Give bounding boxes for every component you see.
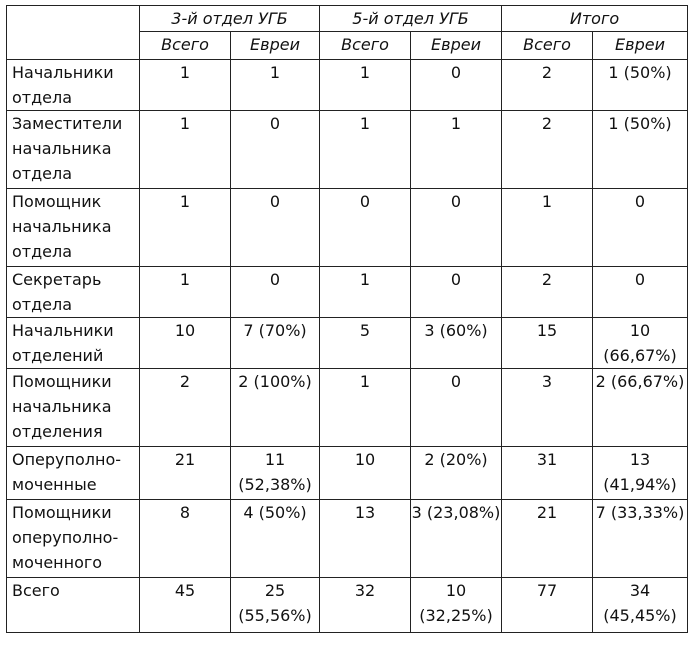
cell-sum-total: 15 [502, 318, 593, 369]
cell-sum-total: 2 [502, 111, 593, 189]
table-row [7, 447, 688, 500]
cell-sum-total: 31 [502, 447, 593, 500]
cell-dept5-jews: 2 (20%) [411, 447, 502, 500]
cell-sum-total: 3 [502, 369, 593, 447]
cell-dept5-jews: 10 (32,25%) [411, 578, 502, 633]
row-label: Заместители начальника отдела [7, 111, 140, 189]
cell-sum-jews: 0 [593, 189, 688, 267]
cell-sum-jews: 2 (66,67%) [593, 369, 688, 447]
cell-dept5-jews: 0 [411, 267, 502, 318]
cell-dept3-total: 1 [140, 267, 231, 318]
cell-dept3-jews: 0 [231, 111, 320, 189]
cell-sum-total: 2 [502, 60, 593, 111]
cell-dept5-jews: 0 [411, 189, 502, 267]
group-header-dept3: 3-й отдел УГБ [140, 6, 320, 32]
table-row [7, 111, 688, 189]
subheader-total: Всего [502, 32, 593, 60]
row-label: Секретарь отдела [7, 267, 140, 318]
cell-dept3-jews: 0 [231, 189, 320, 267]
cell-sum-total: 2 [502, 267, 593, 318]
cell-dept3-total: 1 [140, 111, 231, 189]
group-header-dept5: 5-й отдел УГБ [320, 6, 502, 32]
cell-dept3-total: 2 [140, 369, 231, 447]
cell-sum-jews: 10 (66,67%) [593, 318, 688, 369]
cell-sum-jews: 34 (45,45%) [593, 578, 688, 633]
cell-sum-jews: 1 (50%) [593, 60, 688, 111]
row-label: Оперуполно-моченные [7, 447, 140, 500]
cell-dept5-jews: 3 (60%) [411, 318, 502, 369]
table-row [7, 318, 688, 369]
cell-sum-jews: 0 [593, 267, 688, 318]
row-label: Помощники оперуполно-моченного [7, 500, 140, 578]
cell-dept5-total: 1 [320, 60, 411, 111]
cell-sum-jews: 7 (33,33%) [593, 500, 688, 578]
cell-dept5-total: 1 [320, 267, 411, 318]
table-row [7, 267, 688, 318]
cell-dept3-jews: 25 (55,56%) [231, 578, 320, 633]
cell-dept5-total: 5 [320, 318, 411, 369]
subheader-jews: Евреи [411, 32, 502, 60]
table-row [7, 189, 688, 267]
cell-dept5-total: 0 [320, 189, 411, 267]
cell-dept5-jews: 0 [411, 60, 502, 111]
row-label: Помощники начальника отделения [7, 369, 140, 447]
cell-sum-total: 77 [502, 578, 593, 633]
row-label: Начальники отделений [7, 318, 140, 369]
table-row [7, 369, 688, 447]
cell-sum-jews: 13 (41,94%) [593, 447, 688, 500]
cell-dept5-jews: 3 (23,08%) [411, 500, 502, 578]
table-row [7, 578, 688, 633]
corner-cell [7, 6, 140, 60]
cell-dept5-total: 10 [320, 447, 411, 500]
cell-dept3-jews: 0 [231, 267, 320, 318]
cell-sum-total: 21 [502, 500, 593, 578]
subheader-total: Всего [140, 32, 231, 60]
cell-dept5-total: 32 [320, 578, 411, 633]
row-label: Начальники отдела [7, 60, 140, 111]
staff-table [6, 5, 688, 633]
cell-dept3-total: 10 [140, 318, 231, 369]
cell-dept5-total: 13 [320, 500, 411, 578]
cell-dept3-jews: 1 [231, 60, 320, 111]
cell-dept5-total: 1 [320, 369, 411, 447]
subheader-total: Всего [320, 32, 411, 60]
table-row [7, 500, 688, 578]
cell-dept3-jews: 7 (70%) [231, 318, 320, 369]
cell-dept3-jews: 11 (52,38%) [231, 447, 320, 500]
subheader-jews: Евреи [231, 32, 320, 60]
cell-dept3-jews: 2 (100%) [231, 369, 320, 447]
cell-dept3-total: 1 [140, 60, 231, 111]
row-label: Всего [7, 578, 140, 633]
row-label: Помощник начальника отдела [7, 189, 140, 267]
subheader-jews: Евреи [593, 32, 688, 60]
cell-dept3-total: 8 [140, 500, 231, 578]
cell-dept3-total: 1 [140, 189, 231, 267]
table-row [7, 60, 688, 111]
cell-dept5-total: 1 [320, 111, 411, 189]
group-header-total: Итого [502, 6, 688, 32]
cell-dept5-jews: 0 [411, 369, 502, 447]
cell-dept5-jews: 1 [411, 111, 502, 189]
table-container [6, 5, 688, 633]
cell-sum-total: 1 [502, 189, 593, 267]
cell-dept3-total: 45 [140, 578, 231, 633]
cell-dept3-jews: 4 (50%) [231, 500, 320, 578]
cell-sum-jews: 1 (50%) [593, 111, 688, 189]
header-row-groups [7, 6, 688, 32]
cell-dept3-total: 21 [140, 447, 231, 500]
